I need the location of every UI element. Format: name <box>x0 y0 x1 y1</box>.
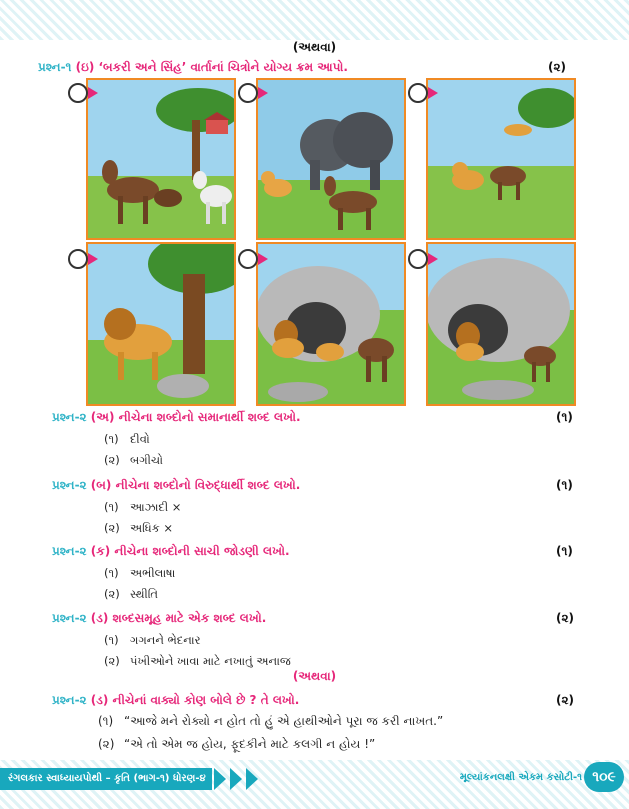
story-picture-3 <box>426 78 576 240</box>
story-picture-2 <box>256 78 406 240</box>
question-2e-marks: (૨) <box>556 693 575 707</box>
question-2c-item-2: (૨) સ્થીતિ <box>104 587 159 601</box>
chevron-arrow-icon <box>230 768 242 790</box>
page-number-badge: ૧૦૯ <box>584 762 624 792</box>
story-picture-6 <box>426 242 576 406</box>
story-picture-5 <box>256 242 406 406</box>
order-circle-2[interactable] <box>238 83 258 103</box>
story-picture-1 <box>86 78 236 240</box>
question-2c-item-1: (૧) અભીલાષા <box>104 566 176 580</box>
story-picture-4 <box>86 242 236 406</box>
question-2d-label: પ્રશ્ન-૨ <box>52 611 87 625</box>
question-2e-label: પ્રશ્ન-૨ <box>52 693 87 707</box>
question-1-line <box>38 60 348 75</box>
pointer-flag-icon <box>428 253 438 265</box>
order-circle-4[interactable] <box>68 249 88 269</box>
question-2e-item-1: (૧) “આજે મને રોક્યો ન હોત તો હું એ હાથીઓને પૂરા જ કરી નાખત.” <box>98 714 444 728</box>
pointer-flag-icon <box>88 253 98 265</box>
pointer-flag-icon <box>258 87 268 99</box>
athva-heading-middle: (અથવા) <box>292 669 337 683</box>
question-2a-marks: (૧) <box>556 410 573 424</box>
question-2c-marks: (૧) <box>556 544 573 558</box>
pointer-flag-icon <box>428 87 438 99</box>
athva-heading-top: (અથવા) <box>292 40 337 54</box>
question-2d-marks: (૨) <box>556 611 575 625</box>
question-2b-item-1: (૧) આઝાદી × <box>104 500 182 514</box>
pointer-flag-icon <box>258 253 268 265</box>
question-2c-label: પ્રશ્ન-૨ <box>52 544 87 558</box>
question-2d-line <box>52 611 266 626</box>
order-circle-6[interactable] <box>408 249 428 269</box>
question-2b-marks: (૧) <box>556 478 573 492</box>
top-pattern-band <box>0 0 629 40</box>
question-1-marks: (૨) <box>548 60 567 74</box>
question-2d-text: (ડ) શબ્દસમૂહ માટે એક શબ્દ લખો. <box>90 611 267 625</box>
chevron-arrow-icon <box>214 768 226 790</box>
question-1-text: (ઇ) ‘બકરી અને સિંહ’ વાર્તાનાં ચિત્રોને યોગ્ય ક્રમ આપો. <box>75 60 348 74</box>
pointer-flag-icon <box>88 87 98 99</box>
question-2a-label: પ્રશ્ન-૨ <box>52 410 87 424</box>
question-2b-text: (બ) નીચેના શબ્દોનો વિરુદ્ધાર્થી શબ્દ લખો. <box>90 478 301 492</box>
question-2d-item-1: (૧) ગગનને ભેદનાર <box>104 633 201 647</box>
question-2b-label: પ્રશ્ન-૨ <box>52 478 87 492</box>
question-2c-text: (ક) નીચેના શબ્દોની સાચી જોડણી લખો. <box>90 544 290 558</box>
question-2e-text: (ડ) નીચેનાં વાક્યો કોણ બોલે છે ? તે લખો. <box>90 693 300 707</box>
question-1-label: પ્રશ્ન-૧ <box>38 60 72 74</box>
question-2a-item-2: (૨) બગીચો <box>104 453 163 467</box>
question-2e-item-2: (૨) “એ તો એમ જ હોય, ફૂદકીને માટે કલગી ન હોય !” <box>98 737 376 751</box>
question-2a-line <box>52 410 301 425</box>
question-2c-line <box>52 544 290 559</box>
question-2d-item-2: (૨) પંખીઓને ખાવા માટે નખાતું અનાજ <box>104 654 291 668</box>
question-2b-line <box>52 478 300 493</box>
footer-book-title: રંગલકાર સ્વાધ્યાયપોથી – કૃતિ (ભાગ-૧) ધોરણ-૪ <box>0 768 212 790</box>
question-2a-text: (અ) નીચેના શબ્દોનો સમાનાર્થી શબ્દ લખો. <box>90 410 301 424</box>
order-circle-3[interactable] <box>408 83 428 103</box>
question-2e-line <box>52 693 299 708</box>
chevron-arrow-icon <box>246 768 258 790</box>
question-2b-item-2: (૨) અધિક × <box>104 521 174 535</box>
order-circle-5[interactable] <box>238 249 258 269</box>
question-2a-item-1: (૧) દીવો <box>104 432 150 446</box>
footer-test-title: મૂલ્યાંકનલક્ષી એકમ કસોટી-૧ <box>459 772 582 783</box>
order-circle-1[interactable] <box>68 83 88 103</box>
